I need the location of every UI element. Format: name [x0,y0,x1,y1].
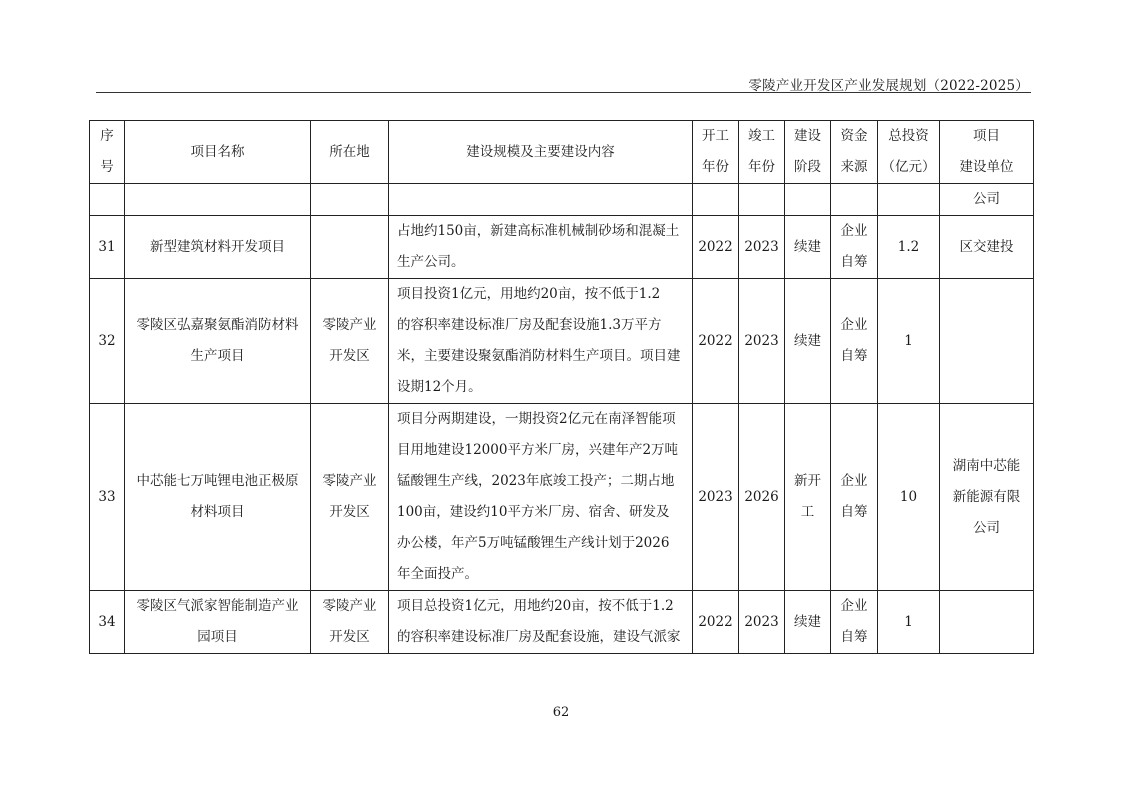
cell-construction-unit [940,279,1034,404]
cell-text-line: 园项目 [197,629,238,645]
header-text-line: 序 [100,128,114,144]
cell-end-year: 2026 [739,404,785,591]
cell-location [311,279,389,404]
header-text-line: 总投资 [888,128,929,144]
cell-text-line: 自筹 [840,629,868,645]
col-header-construction-unit [940,121,1034,184]
continuation-row [90,184,1034,216]
cell-stage [785,216,831,279]
cell-name [125,591,311,654]
cell-text-line: 自筹 [840,254,868,270]
page-number: 62 [552,705,570,720]
cell-content [389,404,693,591]
cell-text-line: 生产项目 [190,348,245,364]
cell-fund-source [831,591,878,654]
cell-text-line: 零陵产业 [322,317,377,333]
cell-text-line: 企业 [840,473,868,489]
cell-text-line: 续建 [794,238,821,255]
col-header-content [389,121,693,184]
cell-no: 34 [90,591,125,654]
cell-text-line: 续建 [794,613,821,630]
cell-empty [693,184,739,216]
cell-text-line: 企业 [840,598,868,614]
cell-text-line: 中芯能七万吨锂电池正极原 [136,473,299,489]
cell-text-line: 米，主要建设聚氨酯消防材料生产项目。项目建 [397,348,681,364]
cell-empty [125,184,311,216]
cell-text-line: 生产公司。 [397,254,465,270]
cell-text-line: 工 [800,504,815,520]
cell-name [125,216,311,279]
cell-empty [831,184,878,216]
cell-total-investment: 1 [878,591,940,654]
cell-content [389,216,693,279]
cell-text-line: 零陵产业 [322,598,377,614]
cell-start-year: 2022 [693,279,739,404]
cell-stage [785,591,831,654]
cell-stage [785,404,831,591]
cell-construction-unit [940,404,1034,591]
cell-text-line: 年全面投产。 [397,566,478,582]
cell-text-line: 区交建投 [959,238,1014,255]
cell-empty [785,184,831,216]
cell-text-line: 100亩，建设约10平方米厂房、宿舍、研发及 [397,504,670,520]
cell-text-line: 开发区 [329,348,370,364]
header-text-line: 建设规模及主要建设内容 [466,143,615,160]
cell-no: 33 [90,404,125,591]
cell-content [389,279,693,404]
cell-location [311,591,389,654]
cell-fund-source [831,279,878,404]
header-text-line: 建设单位 [959,159,1014,175]
cell-text-line: 开发区 [329,629,370,645]
header-text-line: 建设 [794,128,821,144]
cell-text-line: 自筹 [840,504,868,520]
cell-text-line: 新开 [794,473,821,489]
table-body [90,184,1034,654]
cell-construction-unit [940,591,1034,654]
cell-text-line: 目用地建设12000平方米厂房，兴建年产2万吨 [397,442,679,458]
cell-text-line: 的容积率建设标准厂房及配套设施，建设气派家 [397,629,681,645]
cell-no: 32 [90,279,125,404]
cell-text-line: 湖南中芯能 [952,457,1021,474]
col-header-name [125,121,311,184]
cell-text-line: 企业 [840,223,868,239]
cell-text-line: 公司 [973,519,1000,536]
col-header-start-year [693,121,739,184]
col-header-location [311,121,389,184]
cell-end-year: 2023 [739,216,785,279]
col-header-end-year [739,121,785,184]
cell-location [311,404,389,591]
cell-fund-source [831,216,878,279]
header-text-line: 资金 [840,128,868,144]
col-header-fund-source [831,121,878,184]
header-text-line: 所在地 [329,143,370,160]
cell-text-line: 开发区 [329,504,370,520]
cell-text-line: 锰酸锂生产线，2023年底竣工投产；二期占地 [397,473,675,489]
cell-total-investment: 1.2 [878,216,940,279]
cell-location [311,216,389,279]
header-text-line: 项目名称 [190,143,245,160]
header-text-line: （亿元） [881,159,936,175]
cell-name [125,279,311,404]
table-header-row [90,121,1034,184]
cell-total-investment: 1 [878,279,940,404]
cell-text-line: 材料项目 [190,504,245,520]
cell-construction-unit [940,216,1034,279]
cell-no: 31 [90,216,125,279]
cell-start-year: 2023 [693,404,739,591]
cell-empty [311,184,389,216]
cell-text-line: 项目总投资1亿元，用地约20亩，按不低于1.2 [397,598,674,614]
cell-empty [389,184,693,216]
cell-text-line: 零陵区气派家智能制造产业 [136,598,299,614]
col-header-no [90,121,125,184]
cell-content [389,591,693,654]
cell-text-line: 零陵区弘嘉聚氨酯消防材料 [136,317,299,333]
cell-text-line: 零陵产业 [322,473,377,489]
cell-text-line: 占地约150亩，新建高标准机械制砂场和混凝土 [397,223,680,239]
cell-stage [785,279,831,404]
table-row [90,591,1034,654]
header-text-line: 阶段 [794,159,821,175]
header-divider [96,92,1031,93]
cell-text-line: 新型建筑材料开发项目 [150,238,285,255]
cell-total-investment: 10 [878,404,940,591]
cell-text-line: 的容积率建设标准厂房及配套设施1.3万平方 [397,317,662,333]
table-row [90,404,1034,591]
header-text-line: 来源 [840,159,868,175]
cell-text-line: 企业 [840,317,868,333]
cell-name [125,404,311,591]
cell-empty [878,184,940,216]
header-text-line: 年份 [702,159,729,175]
cell-text-line: 新能源有限 [952,488,1021,505]
cell-text-line: 项目投资1亿元，用地约20亩，按不低于1.2 [397,286,661,302]
cell-text-line: 项目分两期建设，一期投资2亿元在南泽智能项 [397,411,676,427]
table-row [90,279,1034,404]
cell-text-line: 续建 [794,332,821,349]
header-text-line: 竣工 [748,128,775,144]
header-text-line: 项目 [973,128,1000,144]
project-table [89,120,1034,654]
header-text-line: 年份 [748,159,775,175]
cell-start-year: 2022 [693,216,739,279]
cell-text-line: 办公楼，年产5万吨锰酸锂生产线计划于2026 [397,535,670,551]
cell-end-year: 2023 [739,279,785,404]
cell-start-year: 2022 [693,591,739,654]
col-header-stage [785,121,831,184]
running-header-title: 零陵产业开发区产业发展规划（2022-2025） [748,78,1029,94]
cell-empty [739,184,785,216]
header-text-line: 号 [100,159,114,175]
cell-unit: 公司 [940,184,1034,216]
cell-text-line: 自筹 [840,348,868,364]
col-header-total-investment [878,121,940,184]
cell-text-line: 设期12个月。 [397,379,482,395]
table-row [90,216,1034,279]
cell-fund-source [831,404,878,591]
cell-end-year: 2023 [739,591,785,654]
header-text-line: 开工 [702,128,729,144]
cell-empty [90,184,125,216]
